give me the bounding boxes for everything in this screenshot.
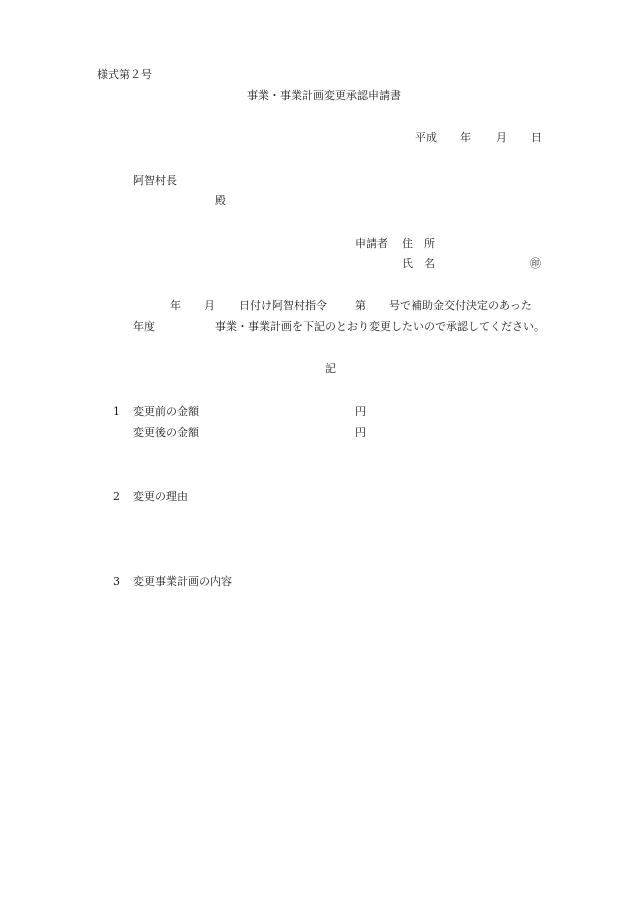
applicant-name-label: 氏 名 (402, 257, 435, 270)
applicant-address-label: 住 所 (402, 237, 435, 250)
body-date-ref: 日付け阿智村指令 (239, 299, 327, 312)
body-number-suffix: 号で補助金交付決定のあった (389, 299, 532, 312)
date-month: 月 (496, 131, 507, 144)
ki-heading: 記 (325, 362, 336, 375)
form-number: 様式第２号 (97, 68, 152, 81)
addressee-name: 阿智村長 (133, 174, 177, 187)
item-number: 1 (113, 405, 120, 418)
item-label: 変更事業計画の内容 (133, 575, 232, 588)
addressee-honorific: 殿 (215, 194, 226, 207)
item-number: 3 (113, 575, 120, 588)
item-number: 2 (113, 490, 120, 503)
date-day: 日 (531, 131, 542, 144)
body-number-prefix: 第 (355, 299, 366, 312)
item-label: 変更前の金額 (133, 405, 199, 418)
item-label: 変更の理由 (133, 490, 188, 503)
date-era: 平成 (415, 131, 437, 144)
body-text: 事業・事業計画を下記のとおり変更したいので承認してください。 (215, 320, 545, 333)
body-fiscal-year: 年度 (133, 320, 155, 333)
seal-mark: ㊞ (530, 257, 541, 270)
applicant-label: 申請者 (355, 237, 388, 250)
item-unit: 円 (355, 426, 366, 439)
document-title: 事業・事業計画変更承認申請書 (247, 89, 401, 102)
body-year: 年 (170, 299, 181, 312)
date-year: 年 (460, 131, 471, 144)
item-unit: 円 (355, 405, 366, 418)
body-month: 月 (204, 299, 215, 312)
item-label: 変更後の金額 (133, 426, 199, 439)
